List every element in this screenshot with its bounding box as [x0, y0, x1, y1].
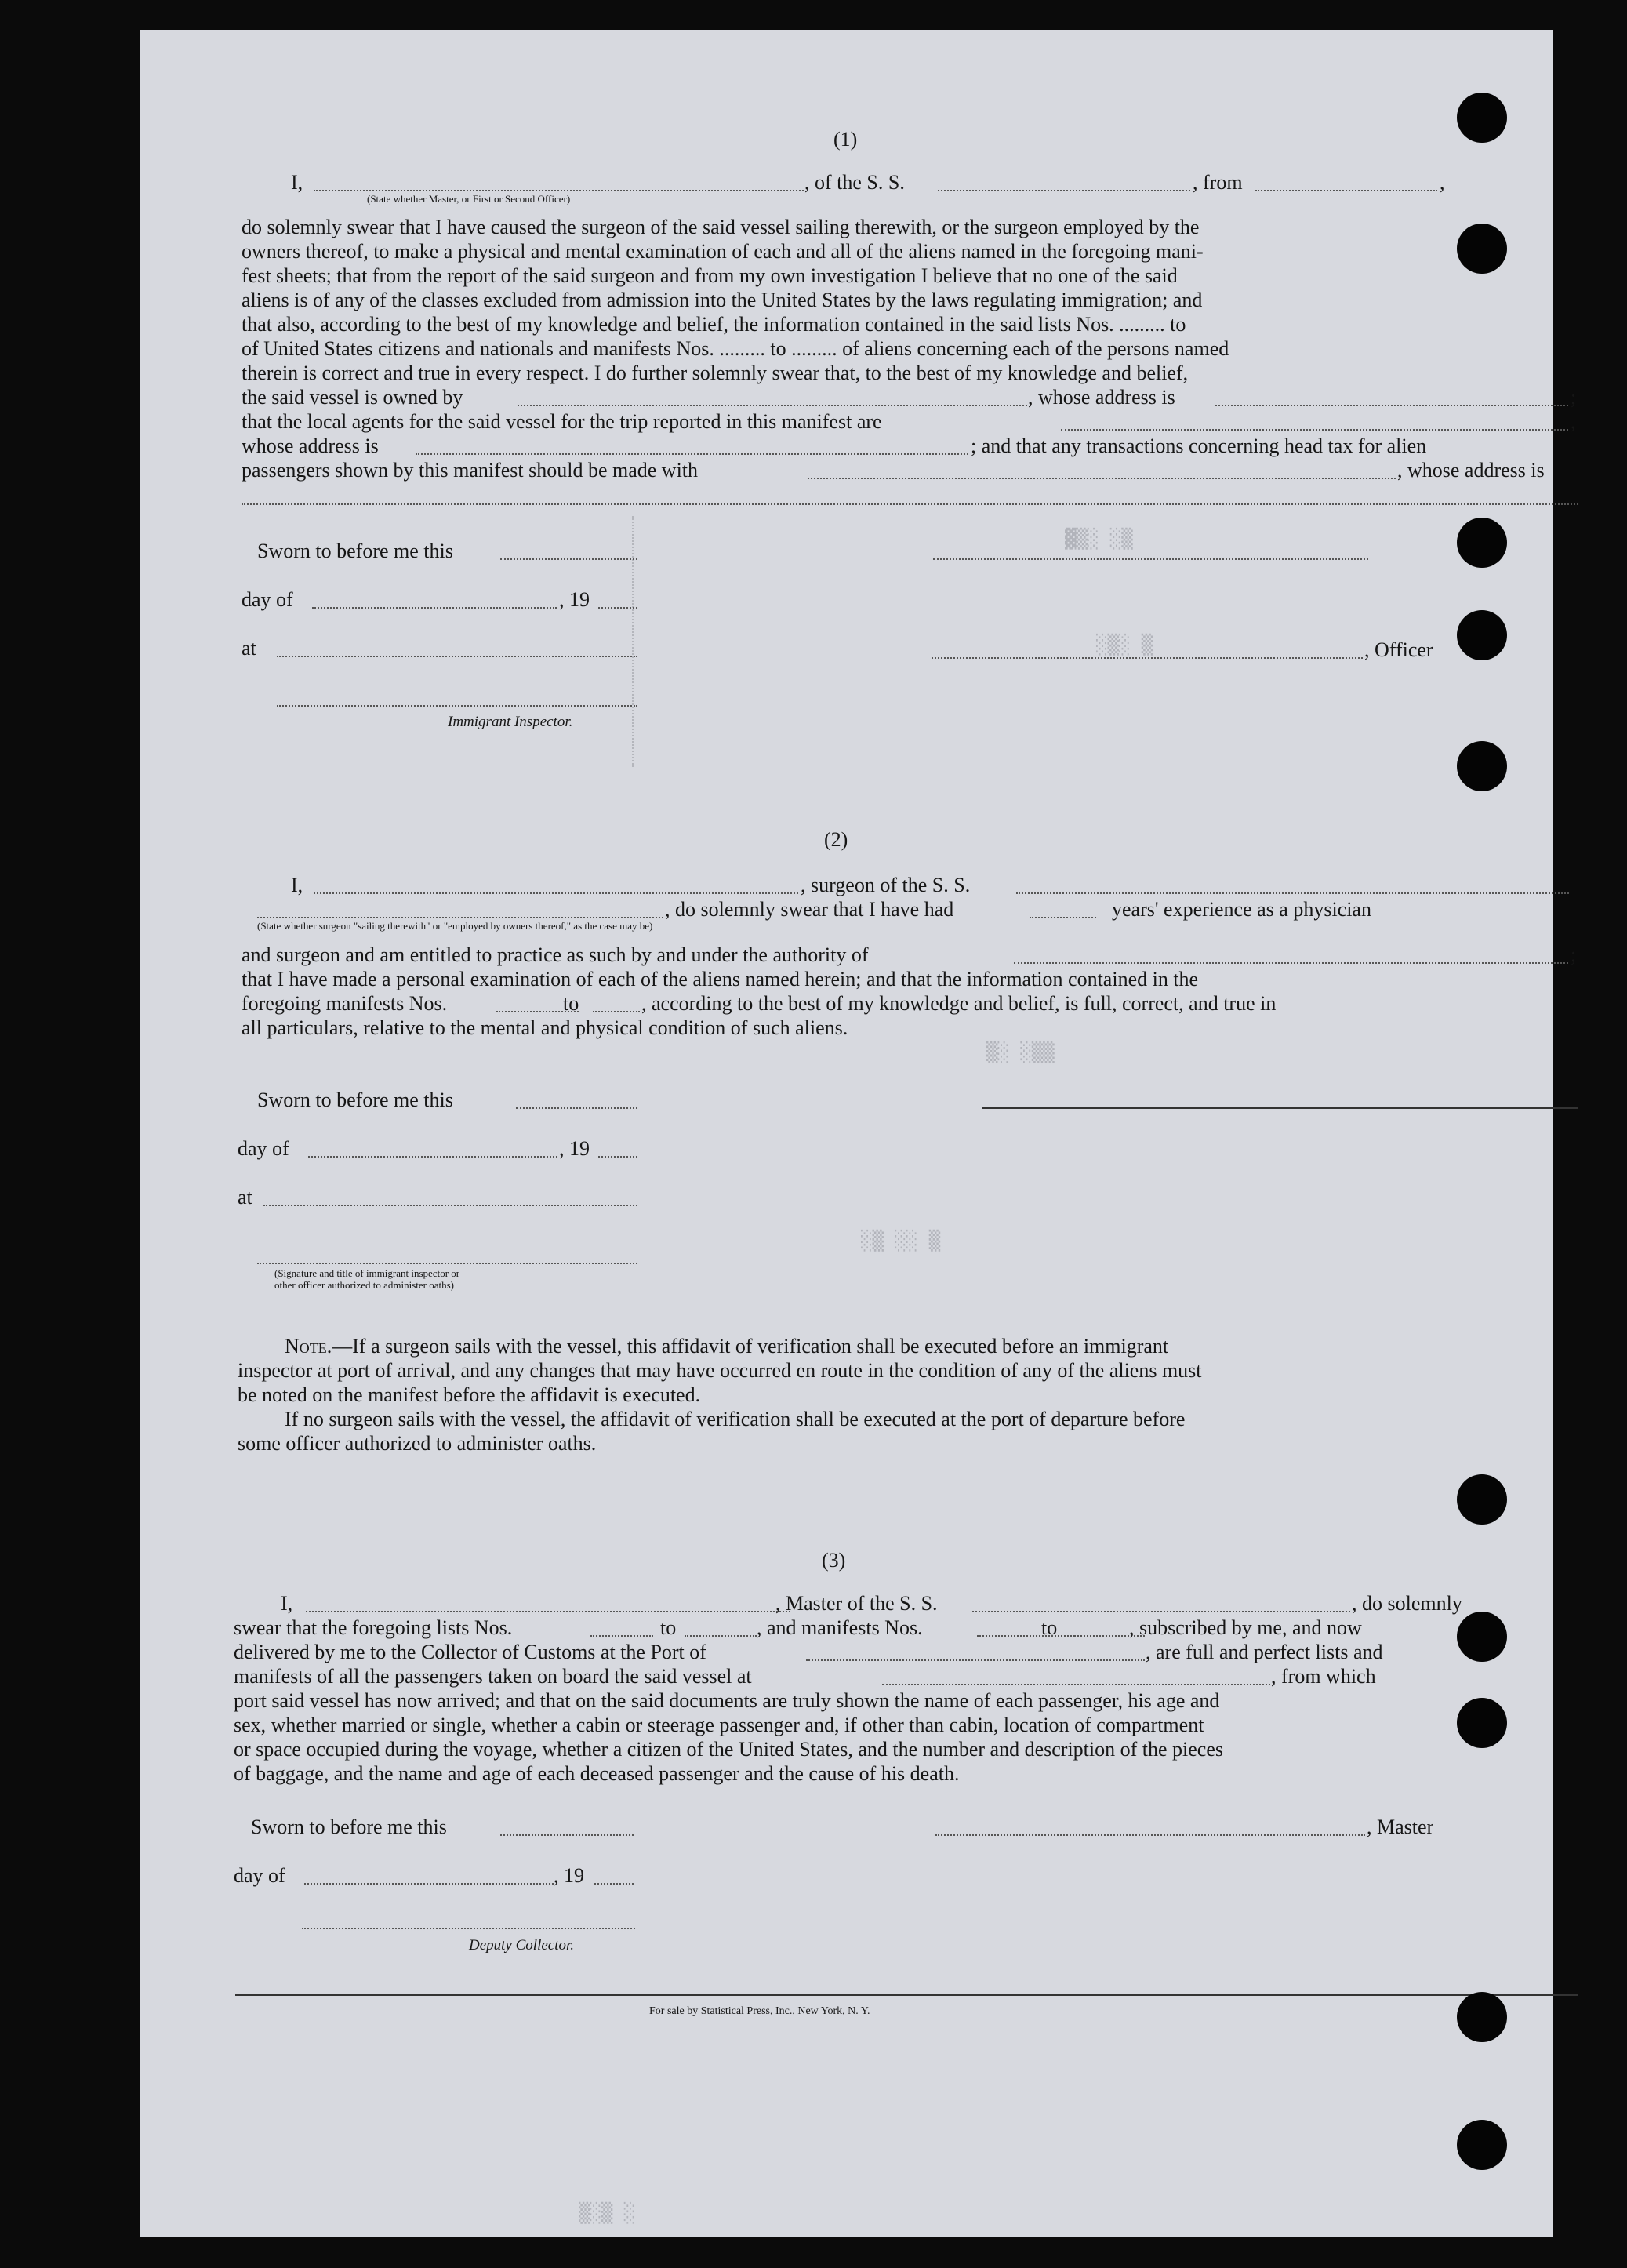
s3-from-which: , from which	[1271, 1665, 1376, 1688]
s2-year: , 19	[559, 1137, 590, 1160]
surgeon-name-field	[314, 892, 798, 894]
s1-line: fest sheets; that from the report of the said surgeon and from my own investigation I believe that no one of the said	[242, 264, 1178, 287]
s3-swear: swear that the foregoing lists Nos.	[234, 1616, 513, 1639]
s3-sworn-field	[500, 1834, 634, 1836]
s1-semicolon: ;	[1571, 386, 1577, 409]
punch-hole	[1457, 93, 1507, 143]
s1-sworn: Sworn to before me this	[257, 540, 453, 562]
owner-field	[518, 405, 1027, 406]
s3-master: , Master	[1367, 1815, 1434, 1838]
s3-year: , 19	[554, 1864, 584, 1887]
s1-year: , 19	[559, 588, 590, 611]
s3-year-field	[594, 1883, 634, 1885]
s1-state-note: (State whether Master, or First or Second Officer)	[367, 193, 571, 205]
s1-owned-address: , whose address is	[1028, 386, 1175, 409]
s1-signature-field	[933, 558, 1368, 560]
master-name-field	[306, 1611, 790, 1612]
s1-from: , from	[1193, 171, 1243, 194]
note-line: If no surgeon sails with the vessel, the affidavit of verification shall be executed at the port of departure before	[285, 1408, 1186, 1430]
bleed-through-mark	[632, 516, 634, 767]
s2-at-field	[263, 1205, 637, 1206]
s2-surgeon-of: , surgeon of the S. S.	[801, 874, 971, 896]
authority-field	[1014, 962, 1568, 964]
s1-inspector: Immigrant Inspector.	[448, 714, 573, 730]
s1-owned: the said vessel is owned by	[242, 386, 463, 409]
s3-ship-field	[972, 1611, 1350, 1612]
s2-inspector-field	[257, 1263, 637, 1264]
s1-officer-field	[932, 657, 1363, 659]
s1-comma-2: ,	[1571, 410, 1576, 433]
years-field	[1030, 917, 1096, 918]
s1-passengers: passengers shown by this manifest should be made with	[242, 459, 699, 482]
bleed-through-mark: ▓▒░ ░▒	[1065, 528, 1133, 550]
note-line: be noted on the manifest before the affidavit is executed.	[238, 1383, 701, 1406]
footer-imprint: For sale by Statistical Press, Inc., New York, N. Y.	[649, 2005, 870, 2017]
s3-collector-field	[302, 1928, 635, 1929]
s3-manifests-all: manifests of all the passengers taken on board the said vessel at	[234, 1665, 752, 1688]
s2-state-note: (State whether surgeon "sailing therewith" or "employed by owners thereof," as the case may be)	[257, 920, 653, 932]
punch-hole	[1457, 2120, 1507, 2170]
s3-day-field	[304, 1883, 554, 1885]
punch-hole	[1457, 741, 1507, 791]
punch-hole	[1457, 1992, 1507, 2042]
port-of-departure-field	[882, 1684, 1270, 1685]
s2-sworn-field	[516, 1107, 637, 1109]
s2-swear: , do solemnly swear that I have had	[665, 898, 954, 921]
s2-foregoing: foregoing manifests Nos.	[242, 992, 448, 1015]
head-tax-party-field	[808, 478, 1396, 479]
s2-year-field	[598, 1156, 637, 1158]
s2-manifest-to-field	[593, 1011, 640, 1012]
ship-name-field	[938, 190, 1190, 191]
bleed-through-mark: ▒░ ░▒▒	[986, 1041, 1055, 1063]
s1-year-field	[598, 607, 637, 609]
s3-lists-to-field	[685, 1635, 757, 1637]
s2-particulars: all particulars, relative to the mental and physical condition of such aliens.	[242, 1016, 848, 1039]
s1-whose-address: , whose address is	[1397, 459, 1545, 482]
manifest-page	[140, 30, 1577, 2237]
punch-hole	[1457, 224, 1507, 274]
s3-master-signature-field	[935, 1834, 1365, 1836]
s3-to: to	[660, 1616, 677, 1639]
s1-sworn-field	[500, 558, 637, 560]
s3-line: of baggage, and the name and age of each deceased passenger and the cause of his death.	[234, 1762, 960, 1785]
s3-delivered: delivered by me to the Collector of Customs at the Port of	[234, 1641, 706, 1663]
s2-according: , according to the best of my knowledge and belief, is full, correct, and true in	[641, 992, 1277, 1015]
s1-officer: , Officer	[1364, 638, 1433, 661]
s3-i: I,	[281, 1592, 293, 1615]
s3-line: or space occupied during the voyage, whether a citizen of the United States, and the number and description of the pieces	[234, 1738, 1224, 1761]
s3-subscribed: , subscribed by me, and now	[1129, 1616, 1362, 1639]
s1-line: of United States citizens and nationals and manifests Nos. ......... to ......... of aliens concerning each of the persons named	[242, 337, 1229, 360]
bleed-through-mark: ░▒ ░░ ▒	[861, 1230, 941, 1252]
punch-hole	[1457, 610, 1507, 660]
s3-manifests: , and manifests Nos.	[757, 1616, 923, 1639]
s1-agents: that the local agents for the said vessel for the trip reported in this manifest are	[242, 410, 882, 433]
s3-day-of: day of	[234, 1864, 285, 1887]
s1-i: I,	[291, 171, 303, 194]
note-label: Note.—If a surgeon sails with the vessel, this affidavit of verification shall be executed before an immigrant	[285, 1335, 1169, 1358]
port-of-arrival-field	[806, 1659, 1145, 1661]
s1-whose: whose address is	[242, 434, 379, 457]
s1-at-field	[277, 656, 637, 657]
s1-line: owners thereof, to make a physical and mental examination of each and all of the aliens named in the foregoing mani-	[242, 240, 1204, 263]
footer-rule	[235, 1994, 1578, 1996]
s2-sworn: Sworn to before me this	[257, 1089, 453, 1111]
officer-name-field	[314, 190, 804, 191]
s1-line: that also, according to the best of my knowledge and belief, the information contained in the said lists Nos. ......... to	[242, 313, 1186, 336]
s2-sig-note-1: (Signature and title of immigrant inspector or	[274, 1267, 460, 1279]
section-2-number: (2)	[824, 828, 848, 851]
s3-full-perfect: , are full and perfect lists and	[1146, 1641, 1383, 1663]
punch-hole	[1457, 1474, 1507, 1525]
s3-do-solemnly: , do solemnly	[1352, 1592, 1462, 1615]
s3-manifests-from-field	[977, 1635, 1075, 1637]
punch-hole	[1457, 1698, 1507, 1748]
s2-at: at	[238, 1186, 252, 1209]
s2-ship-field	[1016, 892, 1569, 894]
s2-to: to	[563, 992, 579, 1015]
s1-line: therein is correct and true in every respect. I do further solemnly swear that, to the best of my knowledge and belief,	[242, 362, 1189, 384]
punch-hole	[1457, 518, 1507, 568]
surgeon-status-field	[257, 917, 663, 918]
s1-line: do solemnly swear that I have caused the surgeon of the said vessel sailing therewith, or the surgeon employed by the	[242, 216, 1200, 238]
from-port-field	[1255, 190, 1437, 191]
s2-sig-note-2: other officer authorized to administer oaths)	[274, 1279, 454, 1291]
bleed-through-mark: ░▒░ ▒	[1096, 634, 1153, 656]
s2-line: that I have made a personal examination of each of the aliens named herein; and that the information contained in the	[242, 968, 1199, 990]
s1-of-ss: , of the S. S.	[804, 171, 905, 194]
s1-inspector-field	[277, 705, 637, 707]
s2-day-of: day of	[238, 1137, 289, 1160]
punch-hole	[1457, 1612, 1507, 1662]
s3-lists-from-field	[590, 1635, 653, 1637]
section-3-number: (3)	[822, 1549, 846, 1572]
s3-master-of: , Master of the S. S.	[775, 1592, 938, 1615]
agents-field	[1061, 429, 1568, 431]
s2-semicolon: ;	[1571, 943, 1577, 966]
s3-line: sex, whether married or single, whether a cabin or steerage passenger and, if other than cabin, location of compartment	[234, 1714, 1204, 1736]
s3-collector: Deputy Collector.	[469, 1937, 575, 1954]
s1-day-field	[312, 607, 557, 609]
section-1-number: (1)	[833, 128, 858, 151]
s2-i: I,	[291, 874, 303, 896]
s1-comma: ,	[1440, 171, 1445, 194]
head-tax-address-field	[242, 503, 1578, 505]
s1-head-tax: ; and that any transactions concerning head tax for alien	[971, 434, 1427, 457]
s2-years: years' experience as a physician	[1112, 898, 1371, 921]
s2-signature-field	[982, 1107, 1578, 1109]
note-line: inspector at port of arrival, and any changes that may have occurred en route in the condition of any of the aliens must	[238, 1359, 1202, 1382]
s2-authority: and surgeon and am entitled to practice as such by and under the authority of	[242, 943, 869, 966]
s1-at: at	[242, 637, 256, 660]
s3-line: port said vessel has now arrived; and that on the said documents are truly shown the name of each passenger, his age and	[234, 1689, 1220, 1712]
owner-address-field	[1215, 405, 1568, 406]
s3-sworn: Sworn to before me this	[251, 1815, 447, 1838]
note-line: some officer authorized to administer oaths.	[238, 1432, 597, 1455]
s1-line: aliens is of any of the classes excluded from admission into the United States by the laws regulating immigration; and	[242, 289, 1203, 311]
s2-day-field	[308, 1156, 557, 1158]
s1-day-of: day of	[242, 588, 293, 611]
s3-to-2: to	[1041, 1616, 1058, 1639]
agents-address-field	[416, 453, 968, 455]
bleed-through-mark: ▒░▒ ░	[579, 2202, 636, 2224]
